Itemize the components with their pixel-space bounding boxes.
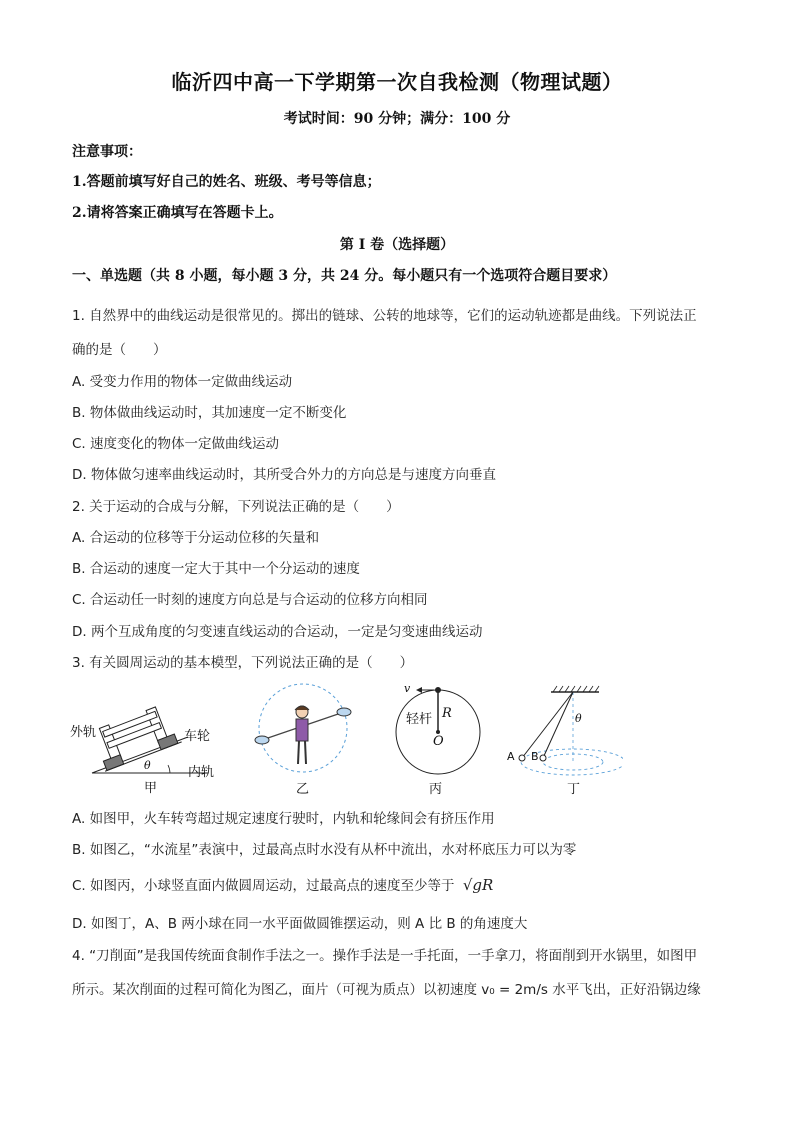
question-1-option-a: A. 受变力作用的物体一定做曲线运动	[72, 374, 293, 390]
question-3-option-c-text: C. 如图丙，小球竖直面内做圆周运动，过最高点的速度至少等于	[72, 878, 455, 894]
question-3-option-b: B. 如图乙，“水流星”表演中，过最高点时水没有从杯中流出，水对杯底压力可以为零	[72, 842, 577, 858]
figure-yi-caption: 乙	[296, 782, 310, 797]
question-2-option-a: A. 合运动的位移等于分运动位移的矢量和	[72, 530, 320, 546]
figure-bing	[392, 682, 484, 796]
question-2-option-b: B. 合运动的速度一定大于其中一个分运动的速度	[72, 561, 360, 577]
page-title: 临沂四中高一下学期第一次自我检测（物理试题）	[171, 70, 623, 94]
figure-ding-ball-a-label: A	[507, 750, 515, 763]
question-3-stem: 3. 有关圆周运动的基本模型，下列说法正确的是（ ）	[72, 655, 414, 671]
notice-item: 1.答题前填写好自己的姓名、班级、考号等信息；	[72, 174, 381, 190]
figure-jia-wheel-label: 车轮	[184, 729, 211, 744]
figure-jia-theta-label: θ	[144, 759, 151, 772]
question-1-option-c: C. 速度变化的物体一定做曲线运动	[72, 436, 280, 452]
question-4-stem: 4. “刀削面”是我国传统面食制作手法之一。操作手法是一手托面，一手拿刀，将面削到开水锅里，如图甲	[72, 948, 698, 964]
figure-ding-ball-b-label: B	[531, 750, 539, 763]
figure-bing-radius-label: R	[442, 706, 452, 721]
question-3-option-d: D. 如图丁，A、B 两小球在同一水平面做圆锥摆运动，则 A 比 B 的角速度大	[72, 916, 528, 932]
figure-bing-velocity-label: v	[404, 682, 411, 695]
question-1-option-d: D. 物体做匀速率曲线运动时，其所受合外力的方向总是与速度方向垂直	[72, 467, 496, 483]
question-2-option-c: C. 合运动任一时刻的速度方向总是与合运动的位移方向相同	[72, 592, 428, 608]
question-4-stem-cont: 所示。某次削面的过程可简化为图乙，面片（可视为质点）以初速度 v₀ = 2m/s 水平飞出，正好沿锅边缘	[72, 982, 701, 998]
notice-item: 2.请将答案正确填写在答题卡上。	[72, 205, 283, 221]
question-3-option-a: A. 如图甲，火车转弯超过规定速度行驶时，内轨和轮缘间会有挤压作用	[72, 811, 495, 827]
section-heading: 一、单选题（共 8 小题，每小题 3 分，共 24 分。每小题只有一个选项符合题目要求）	[72, 268, 617, 284]
volume-title: 第 I 卷（选择题）	[339, 237, 455, 253]
question-2-stem: 2. 关于运动的合成与分解，下列说法正确的是（ ）	[72, 499, 400, 515]
question-3-option-c-formula: √gR	[462, 876, 494, 894]
figure-yi	[248, 682, 358, 796]
question-3-option-c	[72, 874, 493, 894]
question-1-stem-cont: 确的是（ ）	[72, 342, 167, 358]
figure-ding-caption: 丁	[567, 782, 581, 797]
question-1-stem: 1. 自然界中的曲线运动是很常见的。掷出的链球、公转的地球等，它们的运动轨迹都是曲线。下列说法正	[72, 308, 697, 324]
figure-bing-caption: 丙	[429, 782, 443, 797]
figure-jia-inner-rail-label: 内轨	[188, 765, 215, 780]
figure-ding-theta-label: θ	[575, 712, 582, 725]
question-2-option-d: D. 两个互成角度的匀变速直线运动的合运动，一定是匀变速曲线运动	[72, 624, 483, 640]
figure-jia-caption: 甲	[144, 781, 158, 796]
figure-jia	[70, 685, 220, 795]
exam-info: 考试时间：90 分钟；满分：100 分	[283, 111, 511, 127]
figure-bing-center-label: O	[433, 734, 444, 749]
notice-heading: 注意事项：	[72, 144, 142, 160]
question-1-option-b: B. 物体做曲线运动时，其加速度一定不断变化	[72, 405, 347, 421]
figure-bing-rod-label: 轻杆	[406, 712, 433, 727]
figure-jia-outer-rail-label: 外轨	[70, 725, 97, 740]
figure-ding	[505, 682, 623, 796]
